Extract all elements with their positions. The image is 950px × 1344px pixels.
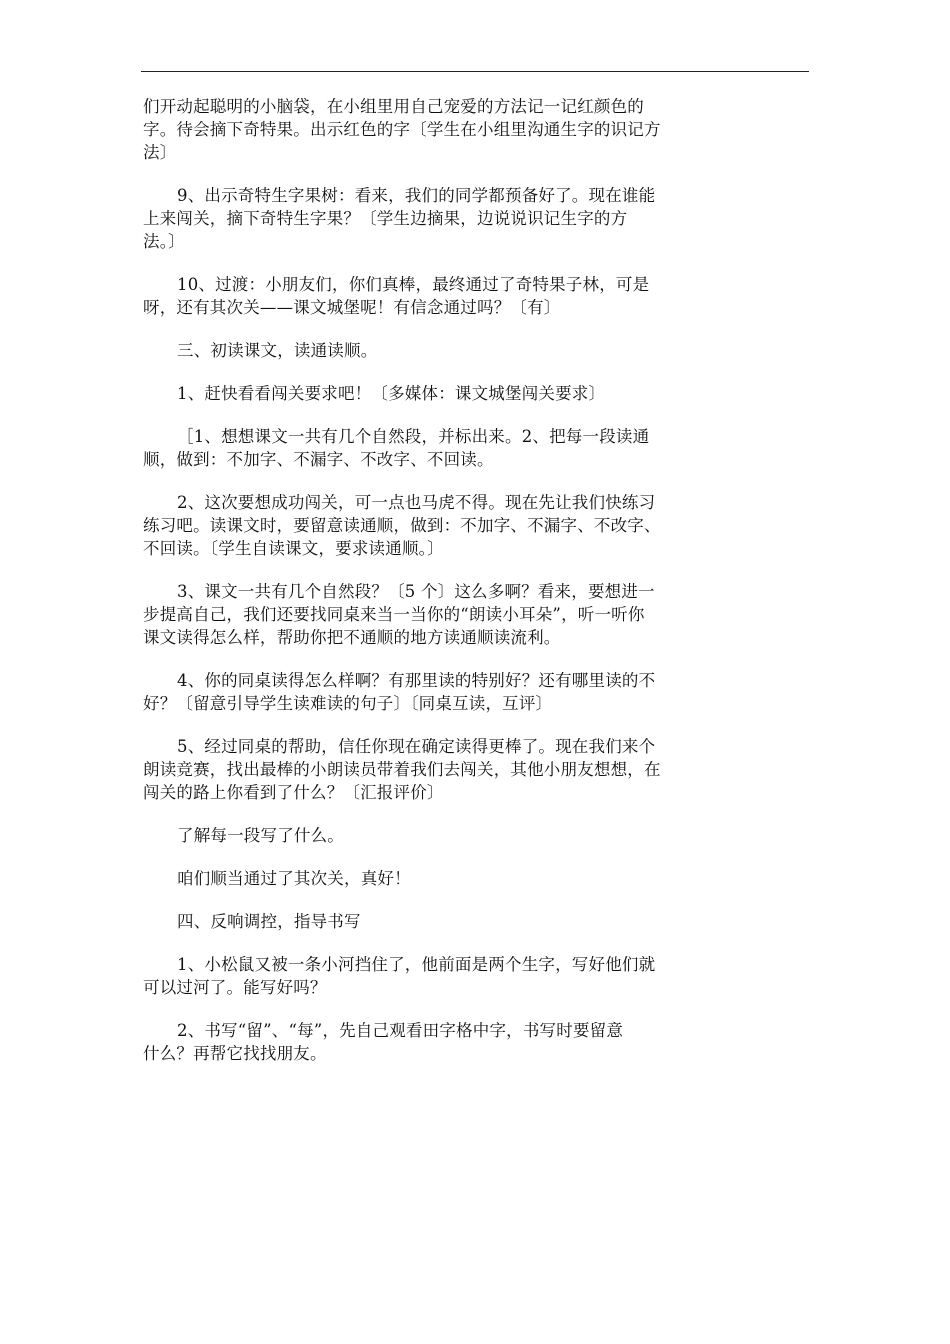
paragraph-requirements: ［1、想想课文一共有几个自然段，并标出来。2、把每一段读通 顺，做到：不加字、不漏字、不改字、不回读。 [143,427,650,469]
paragraph-3-4: 4、你的同桌读得怎么样啊？有那里读的特别好？还有哪里读的不 好？〔留意引导学生读难读的句子〕〔同桌互读，互评〕 [143,671,656,713]
paragraph-continued: 们开动起聪明的小脑袋，在小组里用自己宠爱的方法记一记红颜色的 字。待会摘下奇特果。出示红色的字〔学生在小组里沟通生字的识记方 法〕 [143,97,661,162]
header-rule [141,71,809,72]
document-body [143,95,743,1085]
paragraph-3-5: 5、经过同桌的帮助，信任你现在确定读得更棒了。现在我们来个 朗读竞赛，找出最棒的小朗读员带着我们去闯关，其他小朋友想想，在 闯关的路上你看到了什么？〔汇报评价〕 [143,737,661,802]
paragraph-understand: 了解每一段写了什么。 [177,826,344,845]
paragraph-4-1: 1、小松鼠又被一条小河挡住了，他前面是两个生字，写好他们就 可以过河了。能写好吗？ [143,955,656,997]
paragraph-4-2: 2、书写“留”、“每”，先自己观看田字格中字，书写时要留意 什么？再帮它找找朋友。 [143,1021,624,1063]
section-heading-3: 三、初读课文，读通读顺。 [177,341,378,360]
paragraph-step-9: 9、出示奇特生字果树：看来，我们的同学都预备好了。现在谁能 上来闯关，摘下奇特生字果？〔学生边摘果，边说说识记生字的方 法。〕 [143,186,656,251]
paragraph-3-3: 3、课文一共有几个自然段？〔5 个〕这么多啊？看来，要想进一 步提高自己，我们还要找同桌来当一当你的“朗读小耳朵”，听一听你 课文读得怎么样，帮助你把不通顺的地方读通顺读流利。 [143,582,655,647]
paragraph-step-10: 10、过渡：小朋友们，你们真棒，最终通过了奇特果子林，可是 呀，还有其次关——课文城堡呢！有信念通过吗？〔有〕 [143,275,650,317]
paragraph-3-1: 1、赶快看看闯关要求吧！〔多媒体：课文城堡闯关要求〕 [177,384,606,403]
paragraph-passed: 咱们顺当通过了其次关，真好！ [177,869,411,888]
paragraph-3-2: 2、这次要想成功闯关，可一点也马虎不得。现在先让我们快练习 练习吧。读课文时，要留意读通顺，做到：不加字、不漏字、不改字、 不回读。〔学生自读课文，要求读通顺。〕 [143,493,661,558]
section-heading-4: 四、反响调控，指导书写 [177,912,361,931]
